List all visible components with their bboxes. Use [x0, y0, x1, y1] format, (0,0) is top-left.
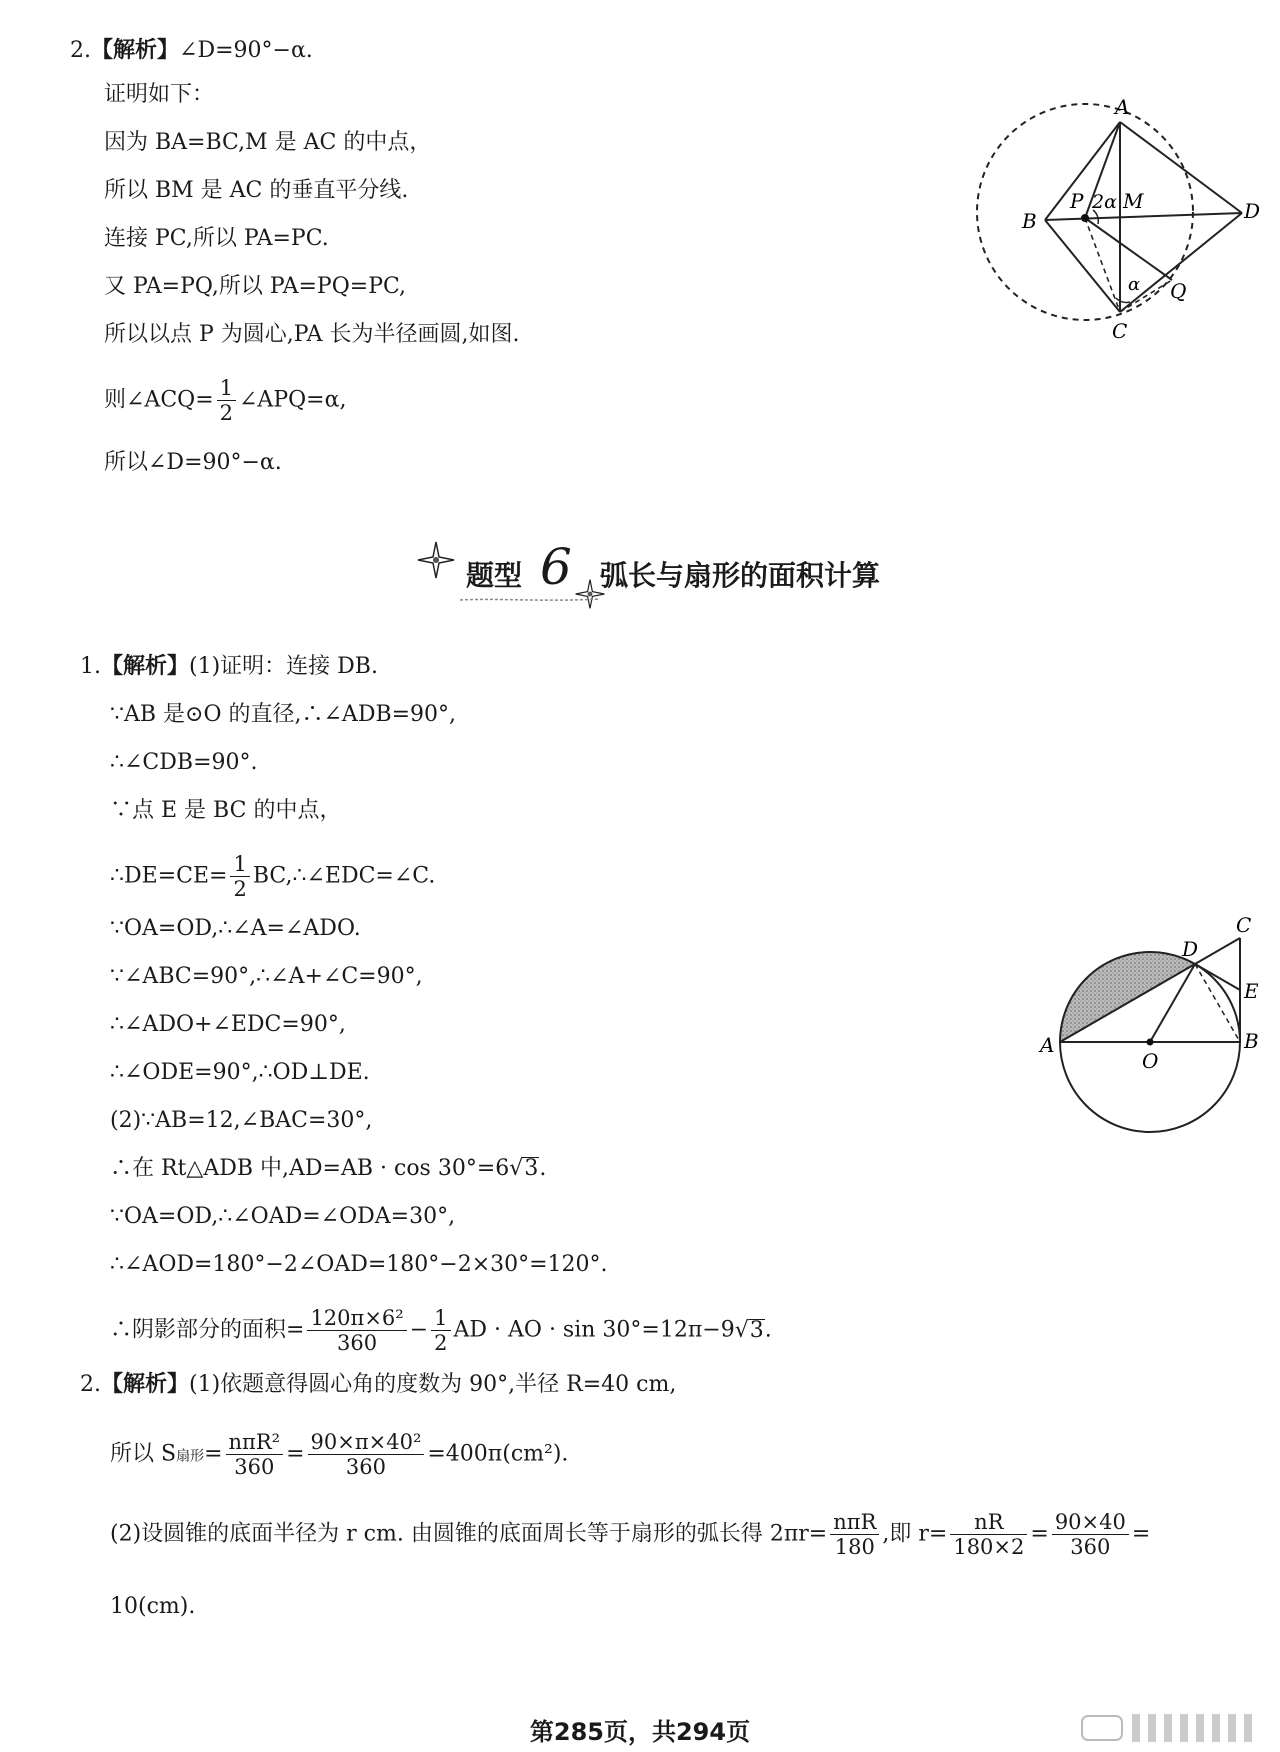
analysis-tag: 【解析】 [101, 1372, 190, 1397]
s2-intro-line: 1.【解析】(1)证明：连接 DB. [80, 654, 378, 679]
s3-line-1: 2.【解析】(1)依题意得圆心角的度数为 90°,半径 R=40 cm, [80, 1372, 677, 1397]
s3-line-3: (2)设圆锥的底面半径为 r cm. 由圆锥的底面周长等于扇形的弧长得 2πr= $\frac{\text{nπR}}{180}$ ,即 r= $\frac{nR}{180\times 2}$ = $\frac{90\times 40}{360}$ = [110, 1510, 1151, 1559]
s2-line-1: ∵AB 是⊙O 的直径,∴∠ADB=90°, [110, 702, 457, 727]
label-d: D [1244, 199, 1260, 223]
label-2alpha: 2α [1092, 191, 1117, 213]
fraction: $\frac{nR}{180\times 2}$ [950, 1510, 1027, 1559]
figure-circle-pq [970, 80, 1260, 350]
fraction-half: $\frac{1}{2}$ [431, 1306, 450, 1355]
heading-label: 题型 [466, 559, 523, 592]
label-b: B [1022, 209, 1037, 233]
fraction: $\frac{\text{120π×6²}}{360}$ [307, 1306, 406, 1355]
s2-line-2: ∴∠CDB=90°. [110, 750, 258, 775]
analysis-tag: 【解析】 [91, 38, 180, 63]
page-footer: 第285页，共294页 [529, 1718, 751, 1746]
label-p: P [1070, 189, 1084, 213]
s3-line-2: 所以 S扇形= $\frac{\text{nπR²}}{360}$ = $\frac{\text{90×π×40²}}{360}$ =400π(cm²). [110, 1430, 569, 1479]
sparkle-star-icon [416, 540, 456, 580]
section-heading [440, 540, 960, 610]
label-q: Q [1170, 279, 1187, 303]
label-e: E [1244, 979, 1259, 1003]
s2-line-11: ∵OA=OD,∴∠OAD=∠ODA=30°, [110, 1204, 456, 1229]
s2-line-5: ∵OA=OD,∴∠A=∠ADO. [110, 916, 361, 941]
s1-line-3: 所以 BM 是 AC 的垂直平分线. [104, 178, 409, 203]
heading-number: 6 [540, 538, 572, 596]
fraction: $\frac{\text{90×π×40²}}{360}$ [308, 1430, 425, 1479]
s1-line-6: 所以以点 P 为圆心,PA 长为半径画圆,如图. [104, 322, 520, 347]
sqrt: √3 [734, 1317, 764, 1343]
s1-line-2: 因为 BA=BC,M 是 AC 的中点， [104, 130, 432, 155]
label-a: A [1040, 1033, 1055, 1057]
heading-title: 弧长与扇形的面积计算 [600, 559, 881, 592]
label-d: D [1182, 937, 1199, 961]
label-a: A [1115, 95, 1130, 119]
fraction-half: $\frac{1}{2}$ [217, 376, 236, 425]
label-o: O [1142, 1049, 1159, 1073]
label-alpha: α [1128, 274, 1141, 295]
s1-acq-line: 则∠ACQ= $\frac{1}{2}$ ∠APQ=α, [104, 376, 347, 425]
question-number: 2. [70, 38, 91, 63]
s1-conclusion: 所以∠D=90°−α. [104, 450, 282, 475]
watermark-bars-icon [1080, 1710, 1270, 1744]
fraction-half: $\frac{1}{2}$ [230, 852, 249, 901]
sqrt: √3 [509, 1156, 539, 1181]
label-c: C [1112, 319, 1128, 343]
s2-line-6: ∵∠ABC=90°,∴∠A+∠C=90°, [110, 964, 423, 989]
s2-line-10: ∴在 Rt△ADB 中,AD=AB · cos 30°=6√3. [110, 1154, 546, 1184]
s3-line-4: 10(cm). [110, 1594, 196, 1619]
s2-line-4: ∴DE=CE= $\frac{1}{2}$ BC,∴∠EDC=∠C. [110, 852, 436, 901]
s1-line-1: 证明如下： [104, 82, 215, 107]
s1-answer-line [70, 36, 313, 66]
label-c: C [1236, 913, 1252, 937]
s2-line-3: ∵点 E 是 BC 的中点， [110, 798, 342, 823]
label-m: M [1123, 189, 1144, 213]
s1-line-4: 连接 PC,所以 PA=PC. [104, 226, 329, 251]
fraction: $\frac{\text{nπR²}}{360}$ [226, 1430, 284, 1479]
answer-text: ∠D=90°−α. [179, 38, 313, 63]
s2-line-9: (2)∵AB=12,∠BAC=30°, [110, 1108, 373, 1133]
s2-line-8: ∴∠ODE=90°,∴OD⊥DE. [110, 1060, 370, 1085]
figure-circle-shaded [1030, 910, 1270, 1140]
fraction: $\frac{90\times 40}{360}$ [1052, 1510, 1129, 1559]
s2-line-12: ∴∠AOD=180°−2∠OAD=180°−2×30°=120°. [110, 1252, 608, 1277]
analysis-tag: 【解析】 [101, 654, 190, 679]
heading-underline [460, 596, 600, 606]
s2-line-13: ∴阴影部分的面积= $\frac{\text{120π×6²}}{360}$ − $\frac{1}{2}$ AD · AO · sin 30°=12π−9√3. [110, 1306, 772, 1355]
s2-line-7: ∴∠ADO+∠EDC=90°, [110, 1012, 346, 1037]
s1-line-5: 又 PA=PQ,所以 PA=PQ=PC, [104, 274, 407, 299]
fraction: $\frac{\text{nπR}}{180}$ [830, 1510, 879, 1559]
label-b: B [1244, 1029, 1259, 1053]
